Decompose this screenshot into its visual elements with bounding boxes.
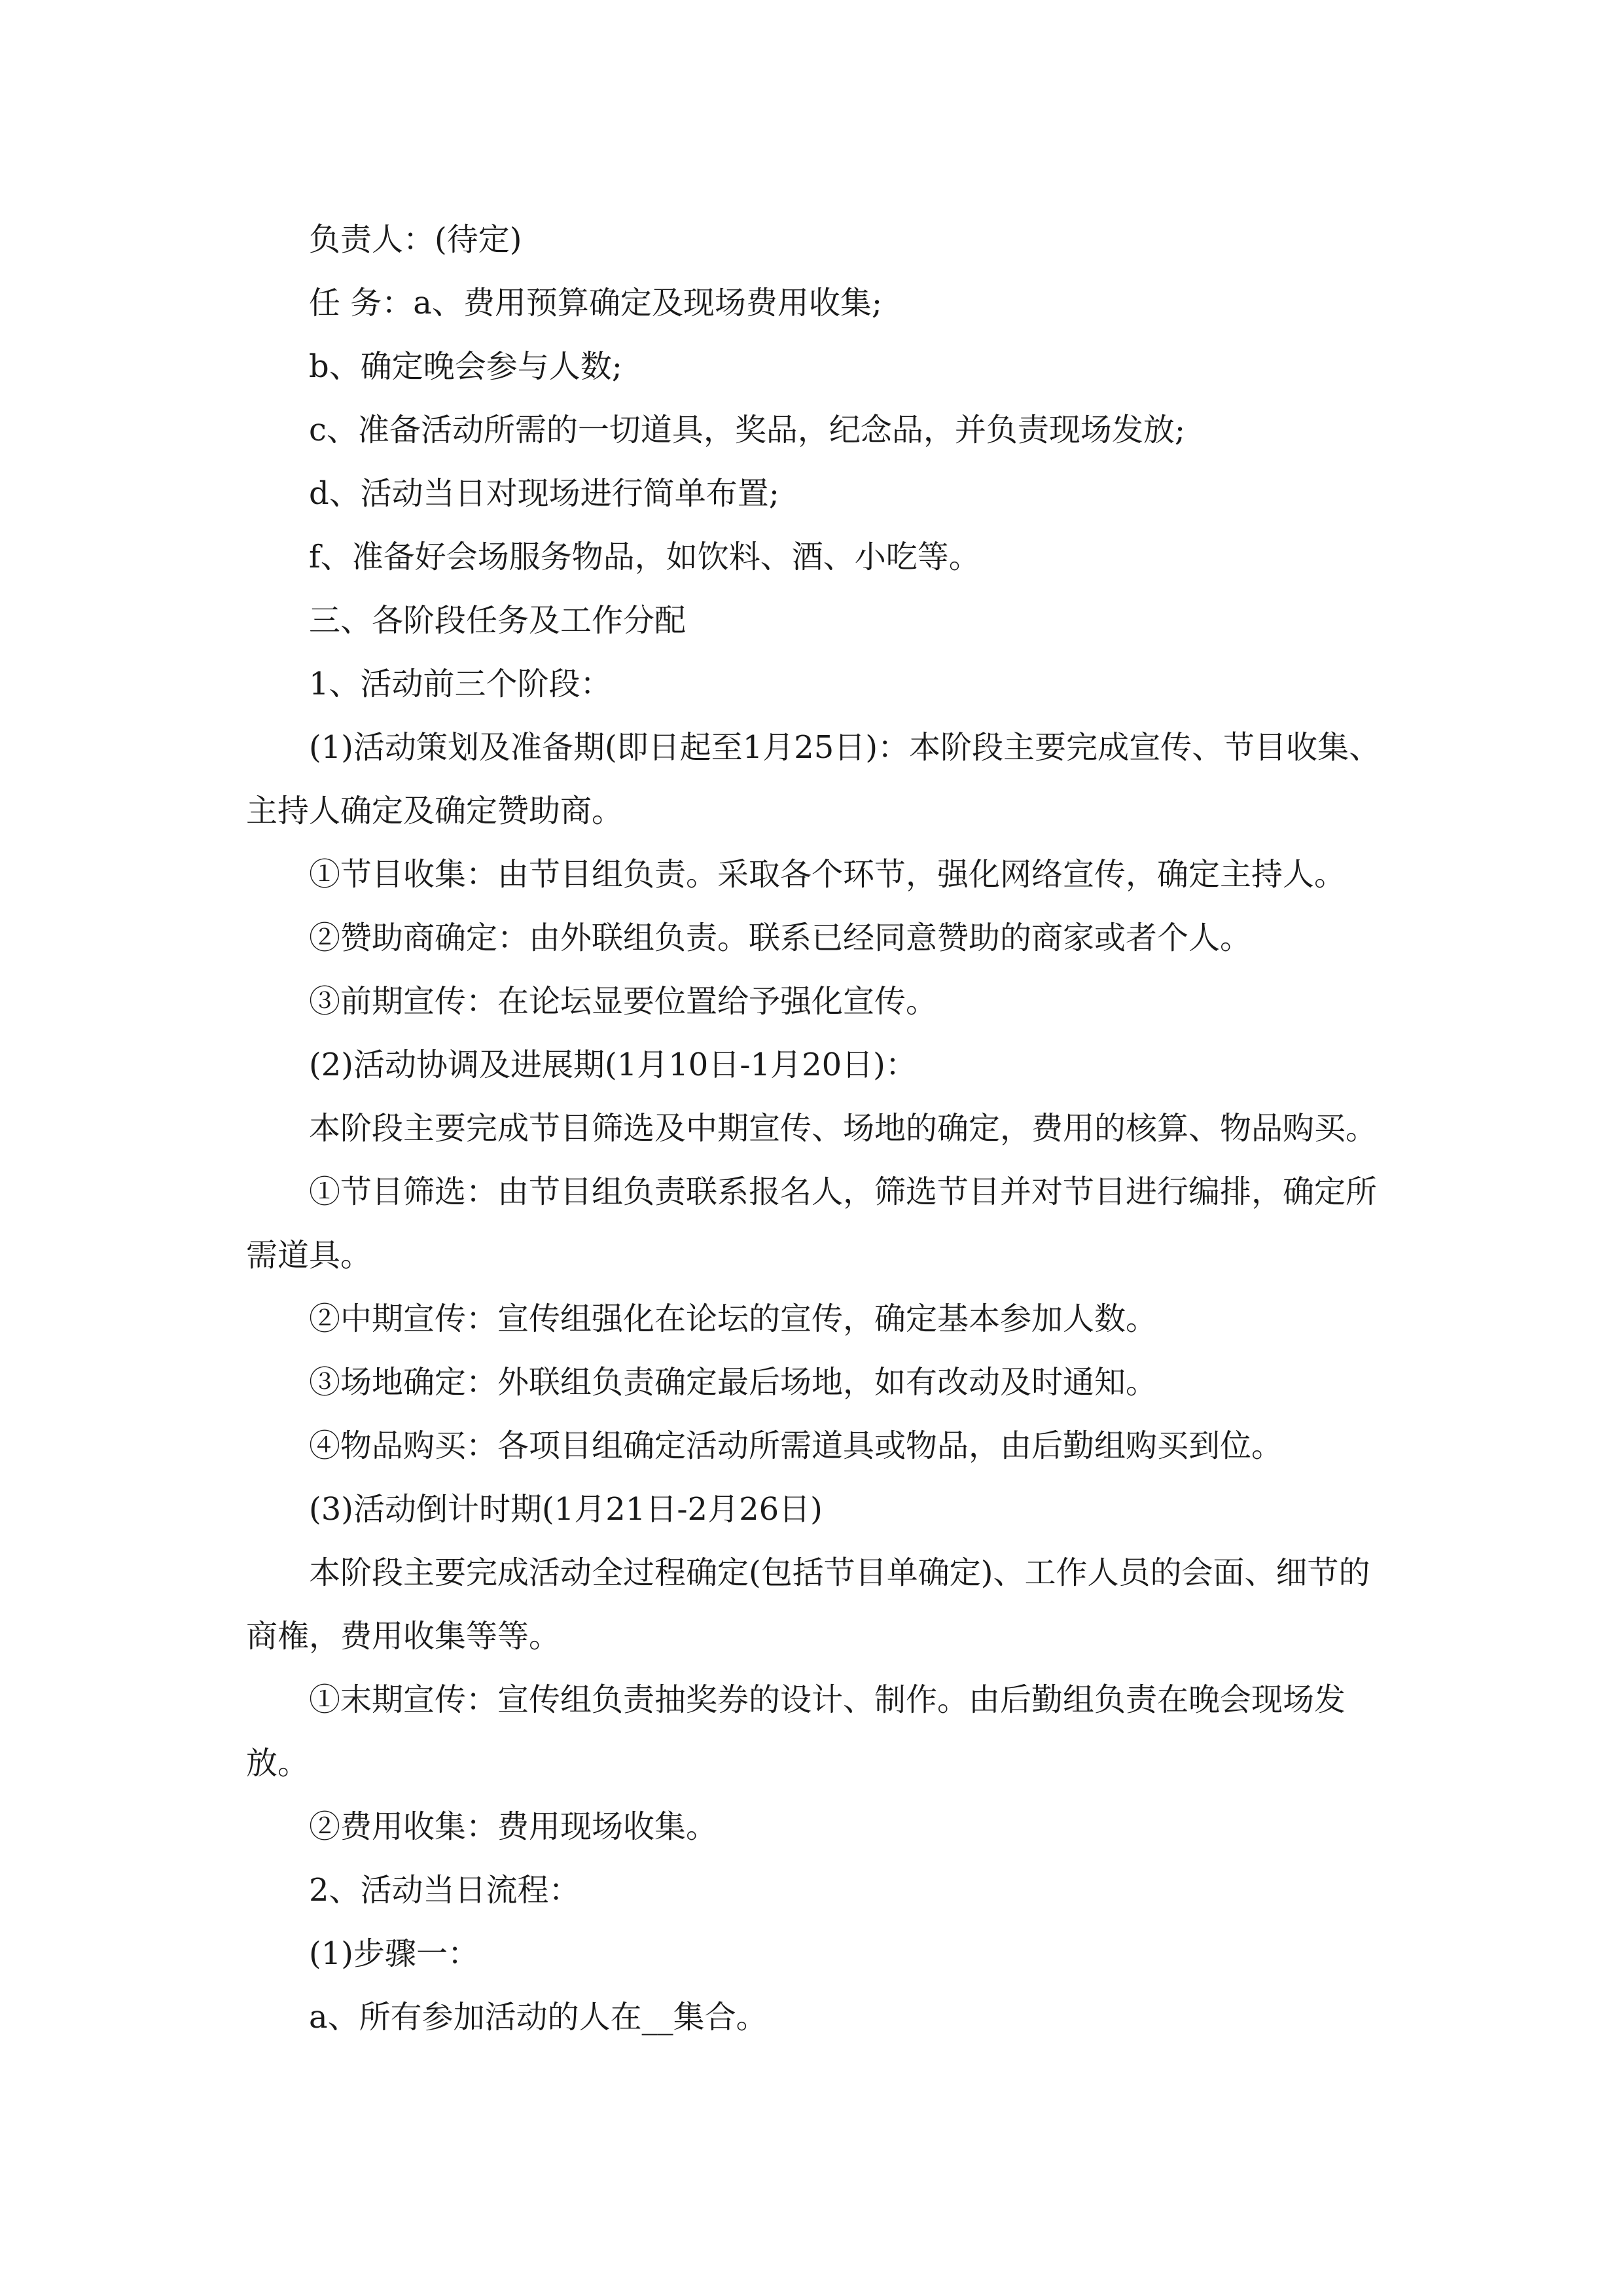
- section-heading-3: 三、各阶段任务及工作分配: [309, 602, 687, 639]
- paragraph-stage-1-item-1: ①节目收集：由节目组负责。采取各个环节，强化网络宣传，确定主持人。: [309, 856, 1346, 893]
- paragraph-task-b: b、确定晚会参与人数;: [309, 348, 622, 385]
- paragraph-task-f: f、准备好会场服务物品，如饮料、酒、小吃等。: [309, 539, 980, 575]
- paragraph-task-c: c、准备活动所需的一切道具，奖品，纪念品，并负责现场发放;: [309, 412, 1186, 448]
- subheading-pre-event-stages: 1、活动前三个阶段：: [309, 666, 612, 702]
- paragraph-task-d: d、活动当日对现场进行简单布置;: [309, 475, 779, 512]
- paragraph-stage-3-item-2: ②费用收集：费用现场收集。: [309, 1808, 718, 1845]
- paragraph-stage-3-summary: 本阶段主要完成活动全过程确定(包括节目单确定)、工作人员的会面、细节的商権，费用收集等等。: [246, 1554, 1370, 1655]
- paragraph-step-1: (1)步骤一：: [309, 1935, 479, 1972]
- paragraph-stage-2-item-4: ④物品购买：各项目组确定活动所需道具或物品，由后勤组购买到位。: [309, 1427, 1283, 1464]
- paragraph-responsible-person: 负责人：(待定): [309, 221, 522, 258]
- paragraph-stage-3-item-1: ①末期宣传：宣传组负责抽奖券的设计、制作。由后勤组负责在晚会现场发放。: [246, 1681, 1346, 1782]
- paragraph-step-1-item-a: a、所有参加活动的人在__集合。: [309, 1999, 768, 2036]
- paragraph-stage-2-item-2: ②中期宣传：宣传组强化在论坛的宣传，确定基本参加人数。: [309, 1300, 1158, 1337]
- paragraph-stage-1-item-3: ③前期宣传：在论坛显要位置给予强化宣传。: [309, 983, 938, 1020]
- document-body: [246, 208, 1398, 2049]
- paragraph-stage-2-item-1: ①节目筛选：由节目组负责联系报名人，筛选节目并对节目进行编排，确定所需道具。: [246, 1174, 1378, 1274]
- paragraph-stage-3: (3)活动倒计时期(1月21日-2月26日): [309, 1491, 823, 1528]
- paragraph-stage-2: (2)活动协调及进展期(1月10日-1月20日)：: [309, 1047, 917, 1083]
- paragraph-task-a: 任 务：a、费用预算确定及现场费用收集;: [309, 285, 883, 321]
- subheading-event-day-process: 2、活动当日流程：: [309, 1872, 580, 1909]
- paragraph-stage-2-item-3: ③场地确定：外联组负责确定最后场地，如有改动及时通知。: [309, 1364, 1158, 1401]
- paragraph-stage-1-item-2: ②赞助商确定：由外联组负责。联系已经同意赞助的商家或者个人。: [309, 920, 1252, 956]
- paragraph-stage-2-summary: 本阶段主要完成节目筛选及中期宣传、场地的确定，费用的核算、物品购买。: [309, 1110, 1378, 1147]
- paragraph-stage-1: (1)活动策划及准备期(即日起至1月25日)：本阶段主要完成宣传、节目收集、主持人确定及确定赞助商。: [246, 729, 1381, 829]
